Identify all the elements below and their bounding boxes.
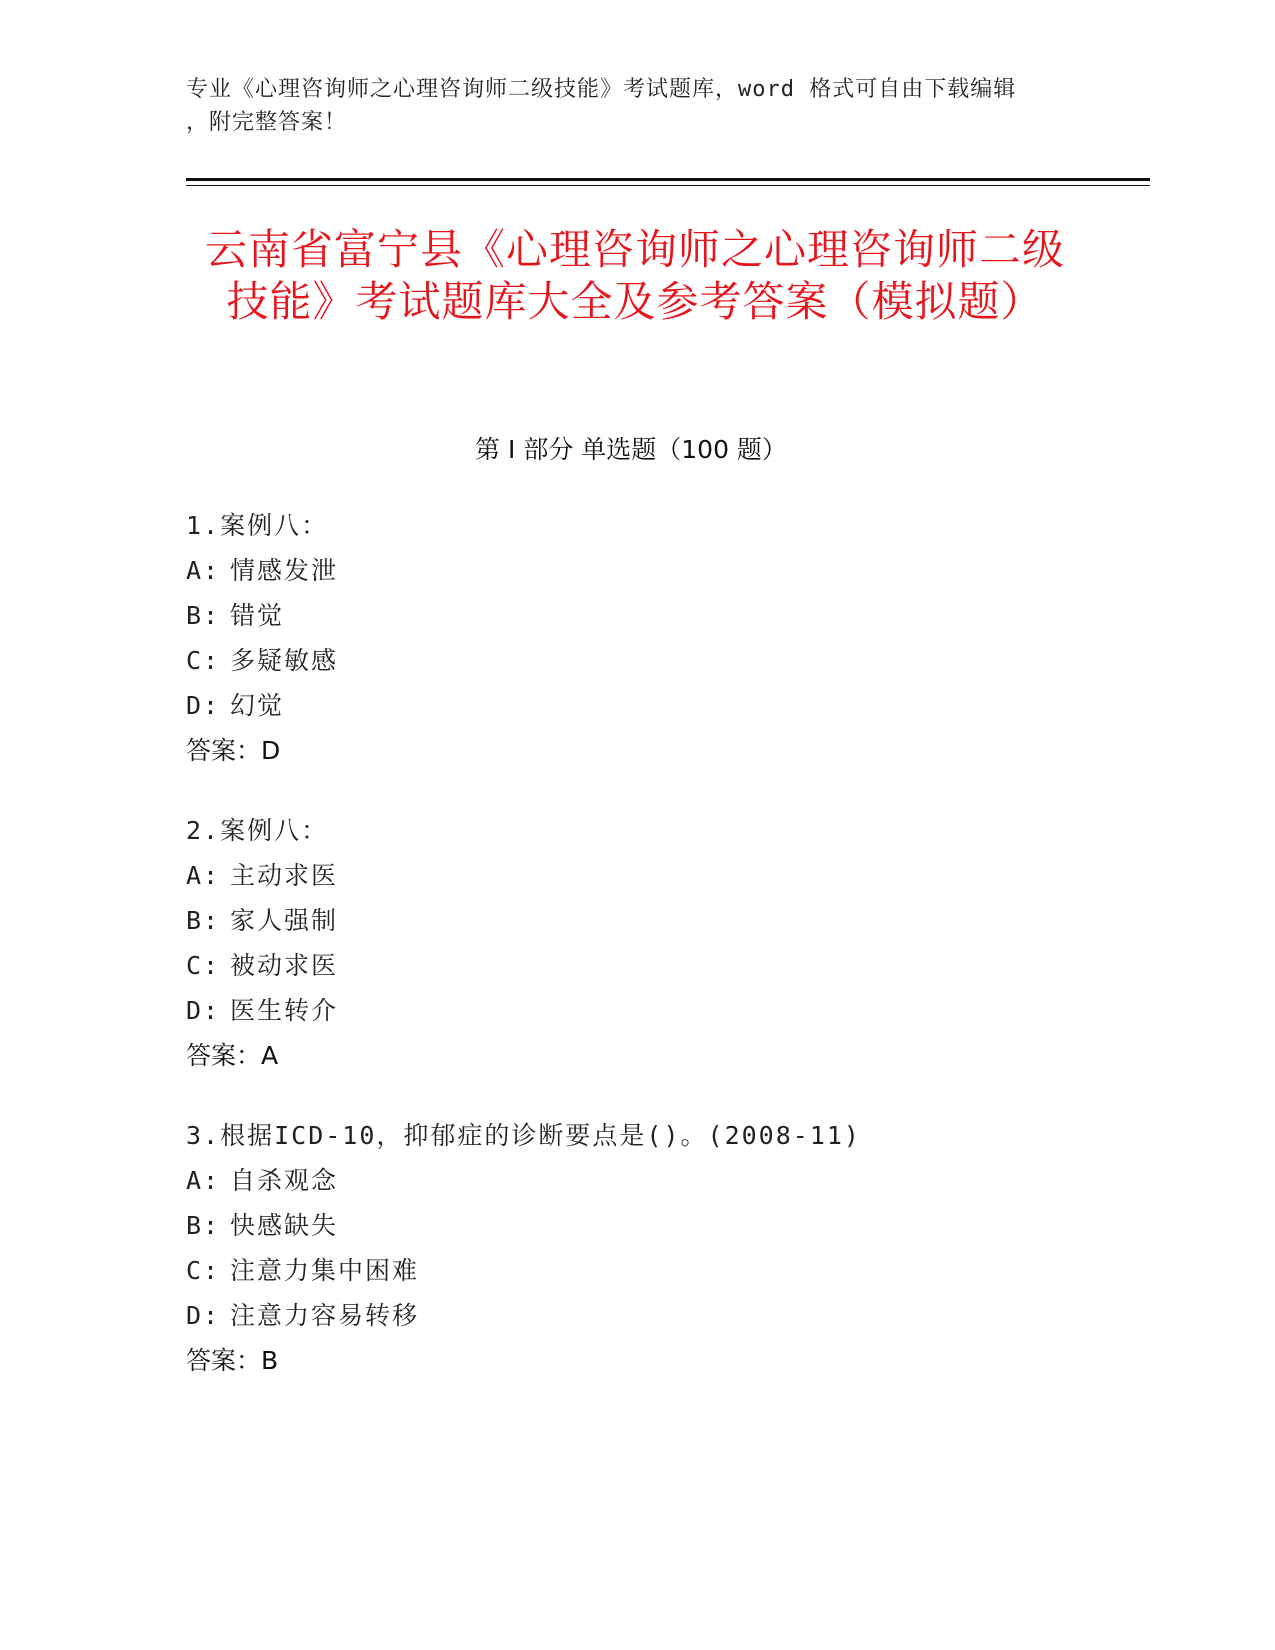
option-key: C: (186, 1256, 221, 1285)
option-text: 主动求医 (230, 861, 339, 890)
option-key: D: (186, 996, 221, 1025)
option-d (186, 683, 1086, 728)
option-key: A: (186, 556, 221, 585)
option-key: A: (186, 1166, 221, 1195)
option-a (186, 853, 1086, 898)
option-c (186, 1248, 1086, 1293)
option-text: 医生转介 (230, 996, 339, 1025)
option-d (186, 988, 1086, 1033)
option-key: B: (186, 601, 221, 630)
header-note: 专业《心理咨询师之心理咨询师二级技能》考试题库，word 格式可自由下载编辑 ，附完整答案！ (186, 77, 1017, 135)
option-key: D: (186, 1301, 221, 1330)
option-text: 被动求医 (230, 951, 339, 980)
option-key: B: (186, 1211, 221, 1240)
option-text: 自杀观念 (230, 1166, 339, 1195)
option-a (186, 548, 1086, 593)
option-key: B: (186, 906, 221, 935)
answer-line: 答案：B (186, 1346, 279, 1375)
option-b (186, 593, 1086, 638)
header-rule-thick (186, 178, 1150, 181)
header-rule-thin (186, 185, 1150, 186)
option-a (186, 1158, 1086, 1203)
option-key: C: (186, 646, 221, 675)
question-3 (186, 1113, 1086, 1383)
option-text: 注意力集中困难 (230, 1256, 420, 1285)
option-text: 幻觉 (230, 691, 285, 720)
option-c (186, 943, 1086, 988)
option-text: 情感发泄 (230, 556, 339, 585)
section-heading: 第 I 部分 单选题（100 题） (475, 435, 787, 464)
option-b (186, 898, 1086, 943)
question-stem: 3.根据ICD-10，抑郁症的诊断要点是()。(2008-11) (186, 1121, 861, 1150)
document-title: 云南省富宁县《心理咨询师之心理咨询师二级技能》考试题库大全及参考答案（模拟题） (204, 225, 1065, 326)
option-text: 多疑敏感 (230, 646, 339, 675)
option-text: 家人强制 (230, 906, 339, 935)
option-text: 快感缺失 (230, 1211, 339, 1240)
option-key: A: (186, 861, 221, 890)
option-b (186, 1203, 1086, 1248)
question-2 (186, 808, 1086, 1078)
option-key: D: (186, 691, 221, 720)
option-text: 注意力容易转移 (230, 1301, 420, 1330)
answer-line: 答案：D (186, 736, 281, 765)
option-d (186, 1293, 1086, 1338)
option-key: C: (186, 951, 221, 980)
question-stem: 2.案例八： (186, 816, 329, 845)
option-text: 错觉 (230, 601, 285, 630)
question-stem: 1.案例八： (186, 511, 329, 540)
answer-line: 答案：A (186, 1041, 279, 1070)
question-1 (186, 503, 1086, 773)
option-c (186, 638, 1086, 683)
